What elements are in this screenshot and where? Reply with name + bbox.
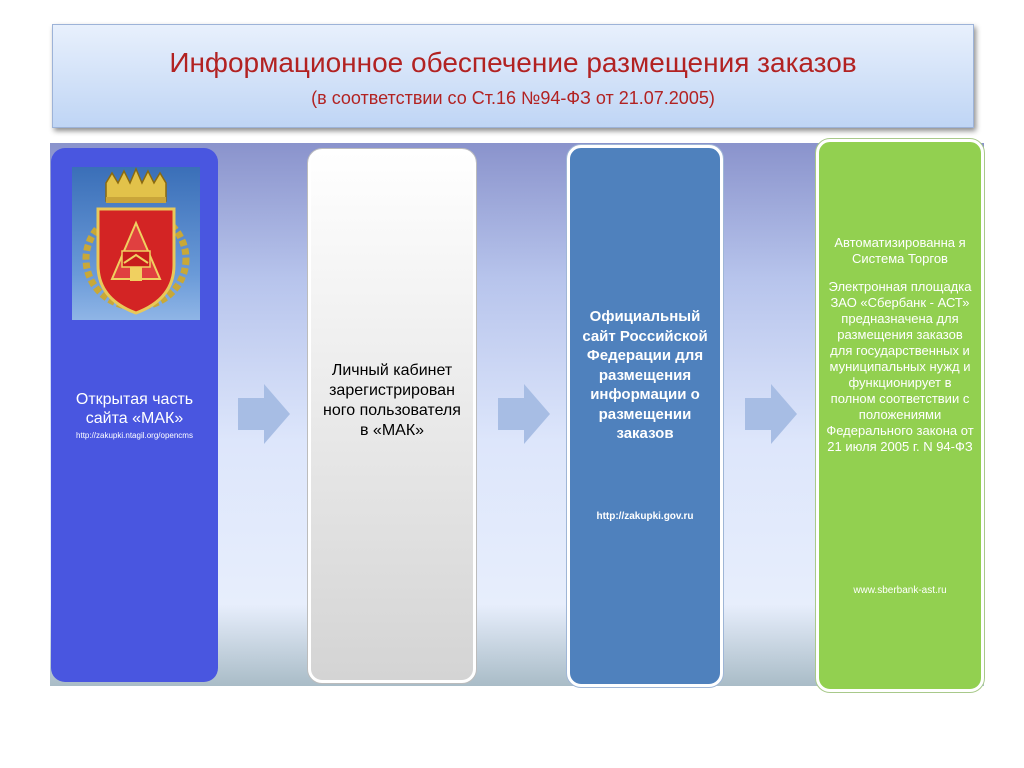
- block-personal-cabinet: [308, 149, 476, 683]
- title-box: [52, 24, 974, 128]
- page-title: Информационное обеспечение размещения заказов: [169, 47, 857, 78]
- page-subtitle: (в соответствии со Ст.16 №94-ФЗ от 21.07.2005): [311, 88, 715, 108]
- trading-system-description: Электронная площадка ЗАО «Сбербанк - АСТ» предназначена для размещения заказов для государственных и муниципальных нужд и функционирует в полном соответствии с положениями Федерального закона от 21 июля 2005 г. N 94-ФЗ: [826, 279, 974, 454]
- block-trading-system: [816, 139, 984, 692]
- arrow-right-icon: [498, 384, 550, 444]
- open-site-url[interactable]: http://zakupki.ntagil.org/opencms: [76, 431, 193, 440]
- trading-system-url[interactable]: www.sberbank-ast.ru: [853, 585, 947, 596]
- block-official-site: [567, 145, 723, 687]
- block-open-site: [51, 148, 218, 682]
- arrow-right-icon: [745, 384, 797, 444]
- personal-cabinet-label: Личный кабинет зарегистрирован ного пользователя в «МАК»: [323, 362, 461, 439]
- coat-of-arms-icon: [72, 167, 200, 320]
- trading-system-heading: Автоматизированна я Система Торгов: [834, 235, 966, 266]
- open-site-label: Открытая часть сайта «МАК»: [75, 391, 194, 427]
- official-site-label: Официальный сайт Российской Федерации для размещения информации о размещении заказов: [582, 308, 708, 442]
- arrow-right-icon: [238, 384, 290, 444]
- official-site-url[interactable]: http://zakupki.gov.ru: [596, 511, 694, 522]
